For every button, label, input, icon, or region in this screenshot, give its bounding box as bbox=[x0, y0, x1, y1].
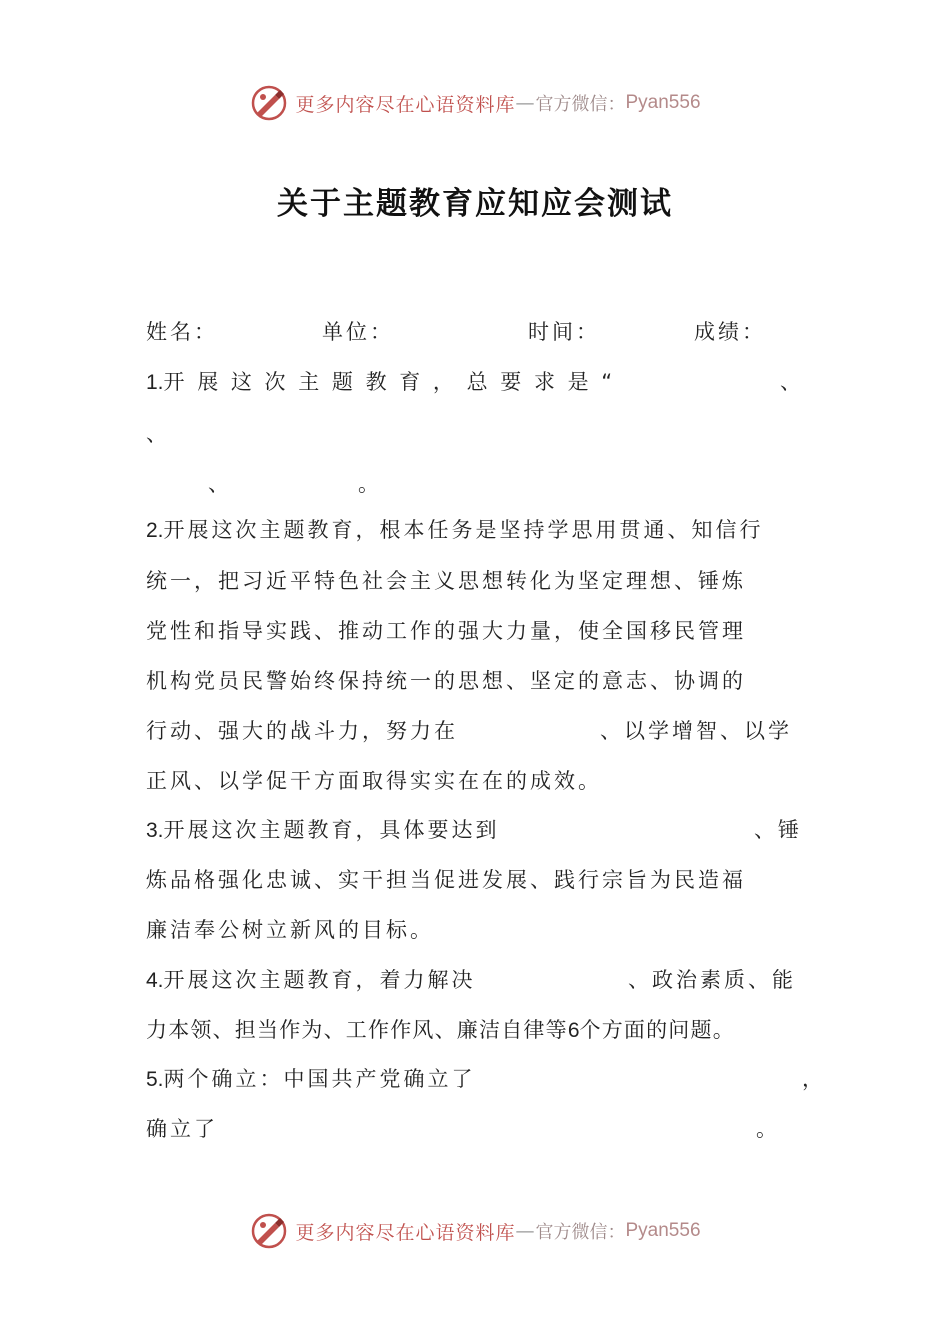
pen-logo-icon bbox=[249, 83, 289, 123]
time-label: 时间： bbox=[528, 320, 600, 344]
unit-label: 单位： bbox=[322, 320, 394, 344]
info-row bbox=[146, 316, 846, 344]
question-3-line-2: 炼品格强化忠诚、实干担当促进发展、践行宗旨为民造福 bbox=[146, 868, 746, 892]
question-5-line-2: 确立了 bbox=[146, 1117, 218, 1141]
watermark-banner-bottom bbox=[0, 1206, 950, 1256]
question-4-line-1b: 、政治素质、能 bbox=[628, 968, 796, 992]
question-2-line-4: 机构党员民警始终保持统一的思想、坚定的意志、协调的 bbox=[146, 669, 746, 693]
question-2-line-5b: 、以学增智、以学 bbox=[600, 719, 792, 743]
pen-logo-icon bbox=[249, 1211, 289, 1251]
name-label: 姓名： bbox=[146, 320, 218, 344]
question-3-line-1b: 、锤 bbox=[754, 818, 802, 842]
watermark-separator: — bbox=[515, 1220, 536, 1242]
page-title: 关于主题教育应知应会测试 bbox=[277, 186, 673, 222]
watermark-separator: — bbox=[515, 92, 536, 114]
question-2-line-2: 统一，把习近平特色社会主义思想转化为坚定理想、锤炼 bbox=[146, 569, 746, 593]
watermark-wechat-id: Pyan556 bbox=[625, 1220, 701, 1241]
watermark-banner-top bbox=[0, 78, 950, 128]
question-2-line-6: 正风、以学促干方面取得实实在在的成效。 bbox=[146, 769, 602, 793]
watermark-main-text: 更多内容尽在心语资料库 bbox=[295, 93, 516, 116]
watermark-wechat-label: 官方微信： bbox=[535, 94, 626, 115]
question-2-line-5a: 行动、强大的战斗力，努力在 bbox=[146, 719, 458, 743]
question-2-line-1: 2.开展这次主题教育，根本任务是坚持学思用贯通、知信行 bbox=[146, 518, 764, 542]
question-3-line-1a: 3.开展这次主题教育，具体要达到 bbox=[146, 818, 500, 842]
question-1-line-2: 、 bbox=[146, 422, 170, 446]
question-5-line-2-end: 。 bbox=[756, 1117, 780, 1141]
watermark-wechat-label: 官方微信： bbox=[535, 1222, 626, 1243]
question-1-comma: 、 bbox=[780, 370, 804, 394]
question-1-line-3a: 、 bbox=[208, 472, 232, 496]
score-label: 成绩： bbox=[694, 320, 766, 344]
question-4-line-1a: 4.开展这次主题教育，着力解决 bbox=[146, 968, 476, 992]
watermark-main-text: 更多内容尽在心语资料库 bbox=[295, 1221, 516, 1244]
question-5-line-1-end: ， bbox=[802, 1067, 826, 1091]
question-1-line-1: 1.开 展 这 次 主 题 教 育 ， 总 要 求 是 “ bbox=[146, 370, 616, 394]
question-5-line-1: 5.两个确立：中国共产党确立了 bbox=[146, 1067, 476, 1091]
watermark-wechat-id: Pyan556 bbox=[625, 92, 701, 113]
question-4-line-2: 力本领、担当作为、工作作风、廉洁自律等6个方面的问题。 bbox=[146, 1018, 735, 1042]
question-2-line-3: 党性和指导实践、推动工作的强大力量，使全国移民管理 bbox=[146, 619, 746, 643]
question-3-line-3: 廉洁奉公树立新风的目标。 bbox=[146, 918, 434, 942]
question-1-line-3b: 。 bbox=[358, 472, 382, 496]
